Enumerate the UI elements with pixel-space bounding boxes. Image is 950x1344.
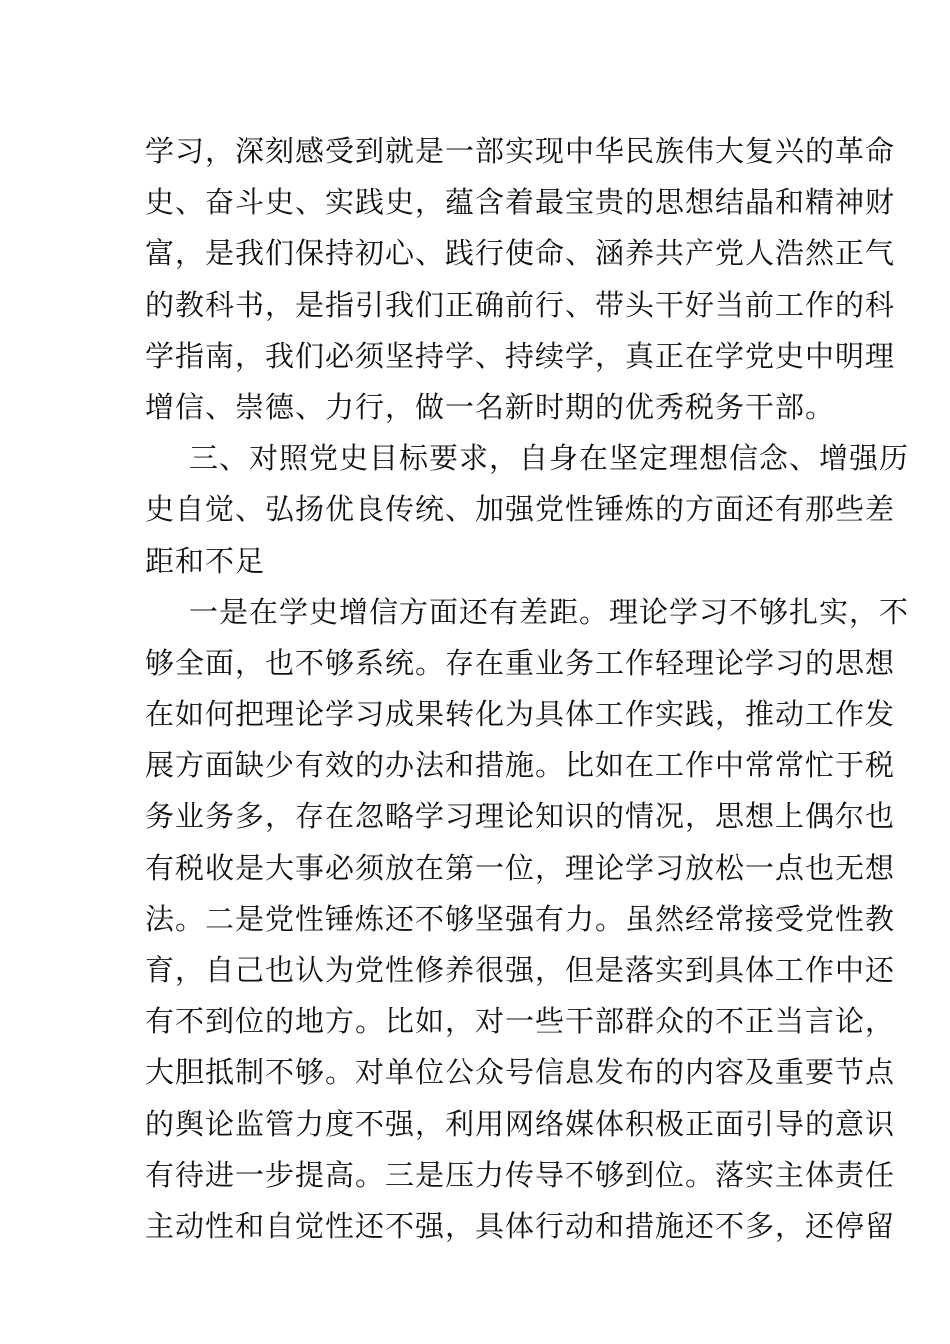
text-line: 务业务多，存在忽略学习理论知识的情况，思想上偶尔也 (145, 799, 896, 834)
text-line: 学习，深刻感受到就是一部实现中华民族伟大复兴的革命 (145, 134, 896, 168)
text-line: 大胆抵制不够。对单位公众号信息发布的内容及重要节点 (145, 1055, 896, 1090)
document-body (145, 126, 910, 1252)
text-line: 法。二是党性锤炼还不够坚强有力。虽然经常接受党性教 (145, 901, 896, 936)
section-heading-line: 史自觉、弘扬优良传统、加强党性锤炼的方面还有那些差 (145, 492, 896, 527)
text-line: 有待进一步提高。三是压力传导不够到位。落实主体责任 (145, 1157, 896, 1192)
text-line: 展方面缺少有效的办法和措施。比如在工作中常常忙于税 (145, 748, 896, 783)
section-heading-line: 距和不足 (145, 543, 266, 578)
text-line: 在如何把理论学习成果转化为具体工作实践，推动工作发 (145, 697, 896, 732)
text-line: 有税收是大事必须放在第一位，理论学习放松一点也无想 (145, 850, 896, 885)
text-line: 一是在学史增信方面还有差距。理论学习不够扎实，不 (189, 594, 910, 629)
text-line: 有不到位的地方。比如，对一些干部群众的不正当言论， (145, 1004, 896, 1039)
text-line: 主动性和自觉性还不强，具体行动和措施还不多，还停留 (145, 1208, 896, 1243)
text-line: 的教科书，是指引我们正确前行、带头干好当前工作的科 (145, 287, 896, 322)
section-heading-line: 三、对照党史目标要求，自身在坚定理想信念、增强历 (189, 441, 910, 476)
text-line: 够全面，也不够系统。存在重业务工作轻理论学习的思想 (145, 645, 896, 680)
text-line: 育，自己也认为党性修养很强，但是落实到具体工作中还 (145, 953, 896, 987)
text-line: 学指南，我们必须坚持学、持续学，真正在学党史中明理 (145, 338, 896, 373)
text-line: 富，是我们保持初心、践行使命、涵养共产党人浩然正气 (145, 236, 896, 271)
text-line: 的舆论监管力度不强，利用网络媒体积极正面引导的意识 (145, 1106, 896, 1141)
text-line: 增信、崇德、力行，做一名新时期的优秀税务干部。 (145, 389, 836, 424)
text-line: 史、奋斗史、实践史，蕴含着最宝贵的思想结晶和精神财 (145, 185, 896, 220)
